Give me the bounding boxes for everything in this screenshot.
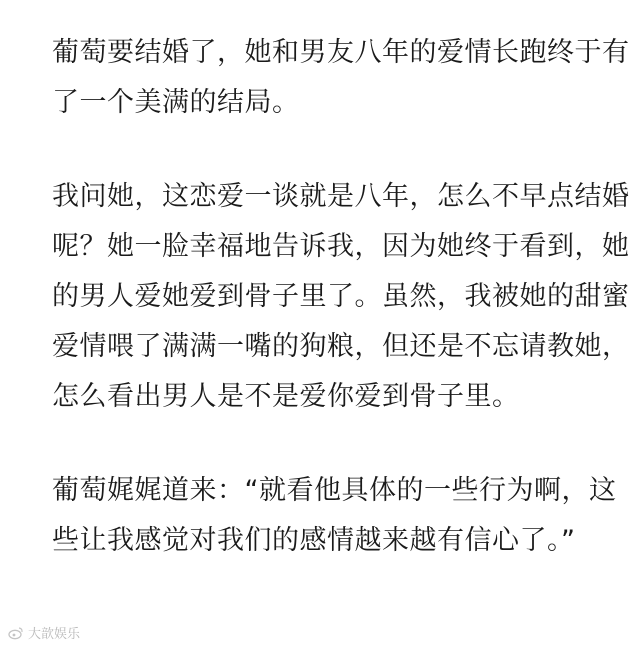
- paragraph-1: [52, 28, 630, 128]
- paragraph-3: [52, 466, 617, 566]
- paragraph-line: 葡萄要结婚了，她和男友八年的爱情长跑终于有: [52, 37, 630, 68]
- watermark: [8, 623, 80, 642]
- paragraph-line: 的男人爱她爱到骨子里了。虽然，我被她的甜蜜: [52, 281, 630, 312]
- paragraph-line: 些让我感觉对我们的感情越来越有信心了。”: [52, 525, 576, 556]
- paragraph-line: 葡萄娓娓道来：“就看他具体的一些行为啊，这: [52, 475, 617, 506]
- weibo-logo-icon: [8, 626, 24, 640]
- watermark-text: 大歆娱乐: [28, 627, 81, 642]
- paragraph-2: [52, 172, 630, 422]
- article-body: [52, 28, 630, 566]
- paragraph-line: 怎么看出男人是不是爱你爱到骨子里。: [52, 381, 520, 412]
- paragraph-line: 呢？她一脸幸福地告诉我，因为她终于看到，她: [52, 231, 630, 262]
- paragraph-line: 爱情喂了满满一嘴的狗粮，但还是不忘请教她，: [52, 331, 630, 362]
- paragraph-line: 了一个美满的结局。: [52, 87, 300, 118]
- paragraph-line: 我问她，这恋爱一谈就是八年，怎么不早点结婚: [52, 181, 630, 212]
